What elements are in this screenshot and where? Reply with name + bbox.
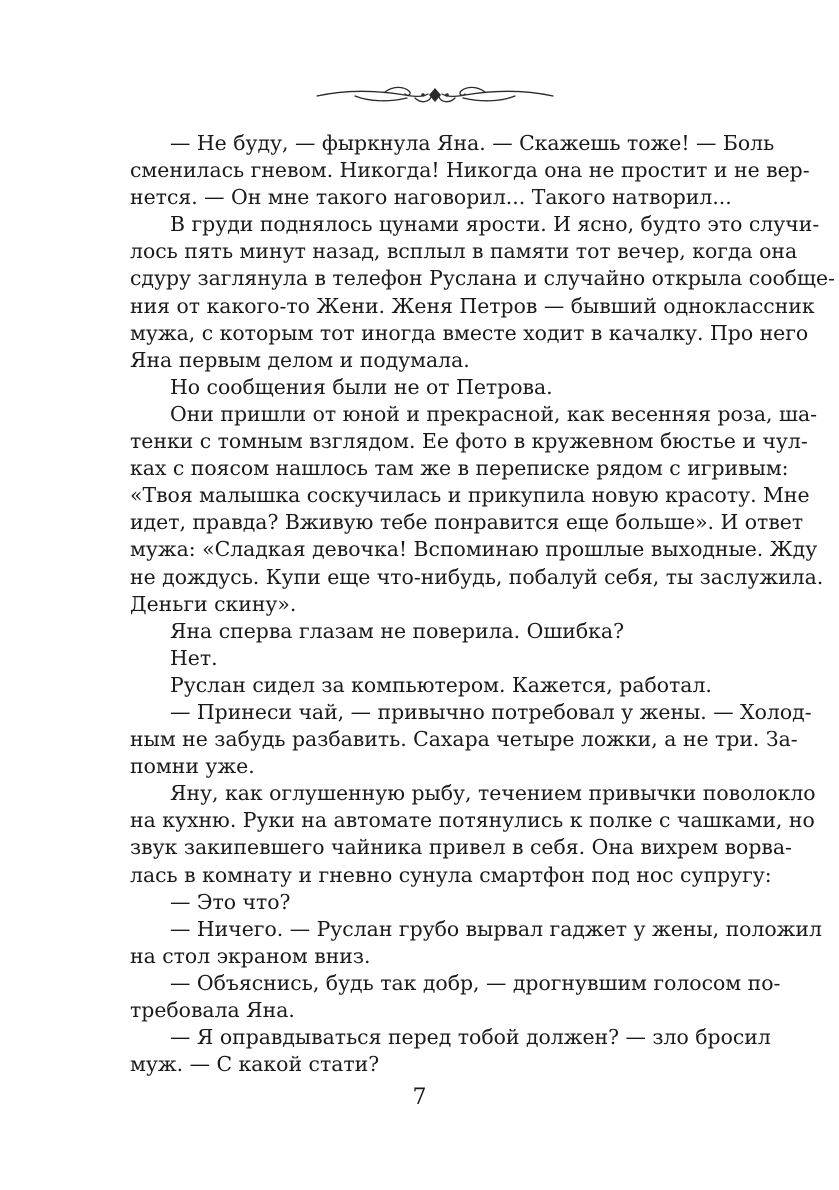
text-line: — Я оправдываться перед тобой должен? — зло бросил	[170, 1025, 771, 1050]
text-line: Но сообщения были не от Петрова.	[170, 374, 553, 399]
text-line: — Принеси чай, — привычно потребовал у жены. — Холод-	[170, 699, 812, 724]
text-line: мужа, с которым тот иногда вместе ходит в качалку. Про него	[130, 320, 809, 345]
text-line: Руслан сидел за компьютером. Кажется, работал.	[170, 672, 712, 697]
text-line: мужа: «Сладкая девочка! Вспоминаю прошлые выходные. Жду	[130, 537, 818, 562]
text-line: ния от какого-то Жени. Женя Петров — бывший одноклассник	[130, 293, 815, 318]
text-line: — Ничего. — Руслан грубо вырвал гаджет у жены, положил	[170, 916, 822, 941]
text-line: не дождусь. Купи еще что-нибудь, побалуй себя, ты заслужила.	[130, 564, 824, 589]
decorative-flourish-ornament	[315, 80, 555, 110]
text-line: звук закипевшего чайника привел в себя. Она вихрем ворва-	[130, 835, 792, 860]
text-line: — Это что?	[170, 889, 291, 914]
text-line: В груди поднялось цунами ярости. И ясно, будто это случи-	[170, 212, 820, 237]
text-line: лось пять минут назад, всплыл в памяти тот вечер, когда она	[130, 239, 798, 264]
text-line: — Не буду, — фыркнула Яна. — Скажешь тоже! — Боль	[170, 131, 775, 155]
text-line: Яна первым делом и подумала.	[130, 347, 470, 372]
text-line: нется. — Он мне такого наговорил... Такого натворил...	[130, 185, 732, 210]
text-line: помни уже.	[130, 754, 255, 779]
text-line: ным не забудь разбавить. Сахара четыре ложки, а не три. За-	[130, 727, 798, 752]
text-line: требовала Яна.	[130, 998, 295, 1022]
text-line: тенки с томным взглядом. Ее фото в кружевном бюстье и чул-	[130, 429, 808, 454]
text-line: на стол экраном вниз.	[130, 943, 371, 968]
text-line: ках с поясом нашлось там же в переписке рядом с игривым:	[130, 456, 789, 481]
text-line: муж. — С какой стати?	[130, 1052, 380, 1077]
text-line: Деньги скину».	[130, 591, 297, 616]
page-number: 7	[412, 1085, 427, 1110]
text-line: Они пришли от юной и прекрасной, как весенняя роза, ша-	[170, 401, 818, 426]
text-line: идет, правда? Вживую тебе понравится еще больше». И ответ	[130, 510, 804, 535]
text-line: на кухню. Руки на автомате потянулись к полке с чашками, но	[130, 808, 815, 833]
text-line: сменилась гневом. Никогда! Никогда она не простит и не вер-	[130, 158, 810, 183]
text-line: Нет.	[170, 645, 218, 670]
text-line: лась в комнату и гневно сунула смартфон под нос супругу:	[130, 862, 772, 887]
text-line: — Объяснись, будь так добр, — дрогнувшим голосом по-	[170, 970, 781, 995]
text-line: Яна сперва глазам не поверила. Ошибка?	[170, 618, 625, 643]
text-line: Яну, как оглушенную рыбу, течением привычки поволокло	[170, 781, 816, 806]
text-line: «Твоя малышка соскучилась и прикупила новую красоту. Мне	[130, 483, 810, 508]
body-text	[130, 130, 835, 1078]
text-line: сдуру заглянула в телефон Руслана и случайно открыла сообще-	[130, 266, 835, 291]
